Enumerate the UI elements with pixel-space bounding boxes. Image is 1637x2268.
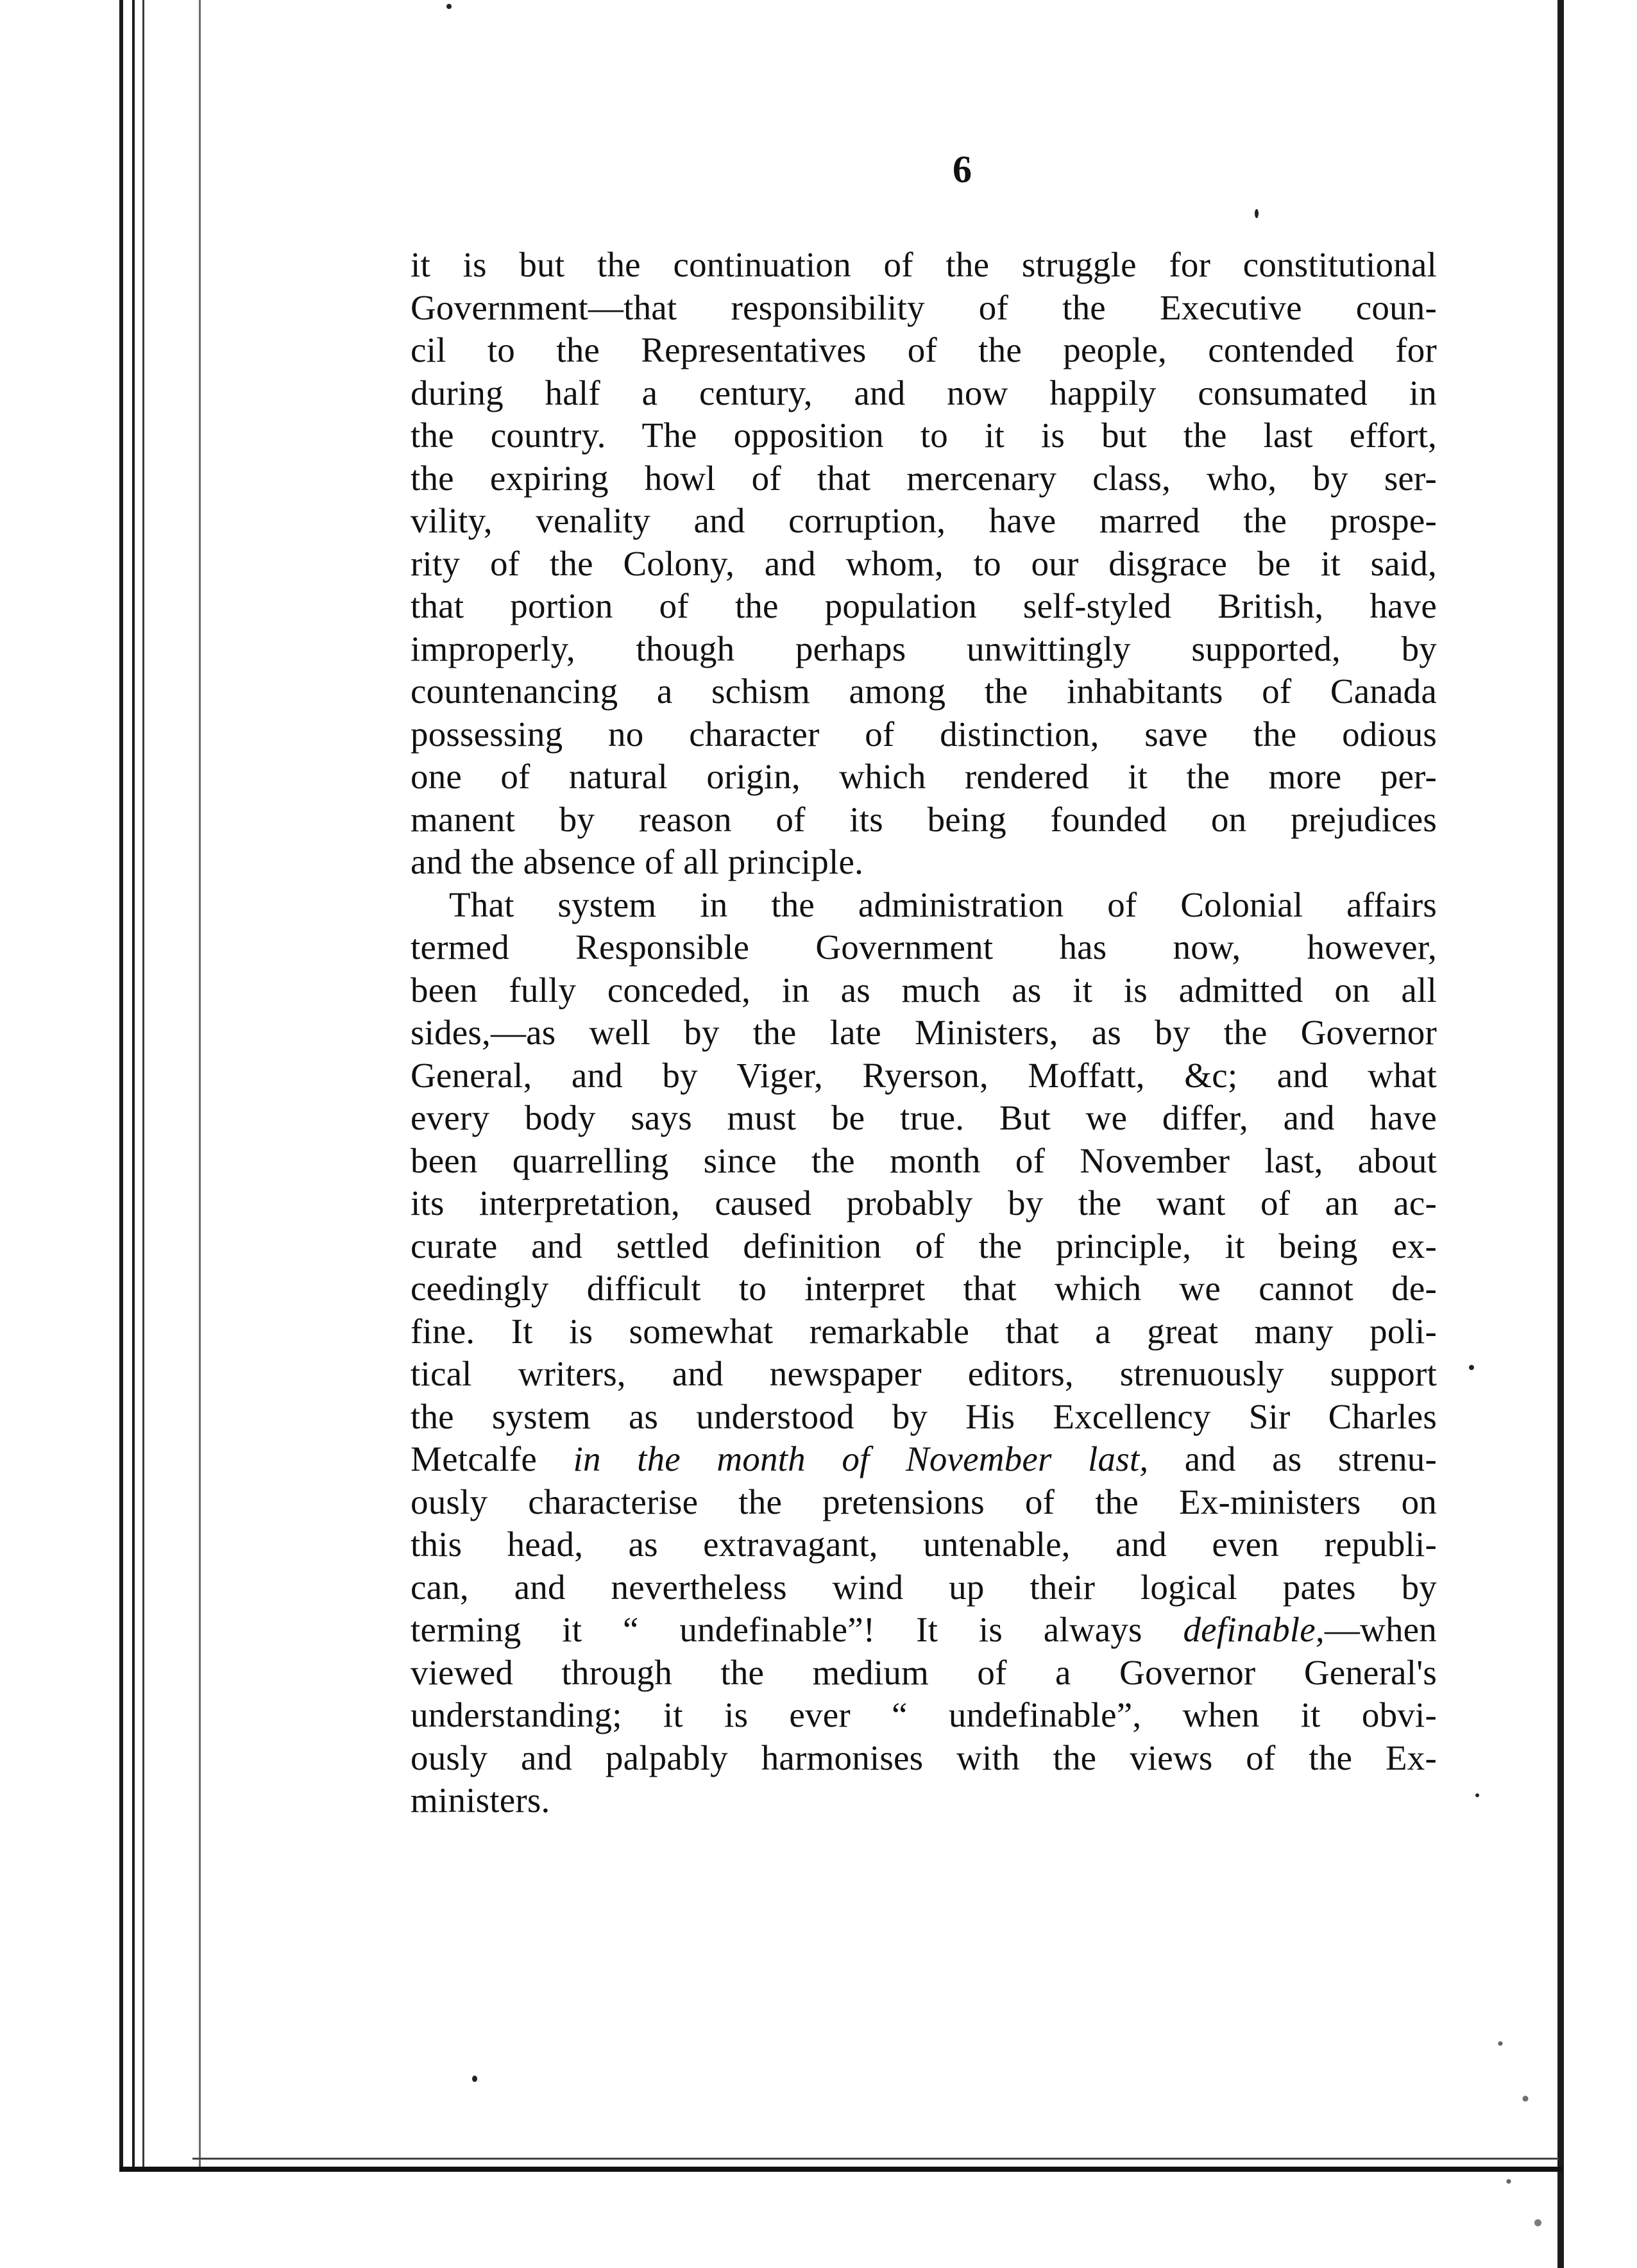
- text-line: ously characterise the pretensions of the Ex-ministers on: [411, 1482, 1437, 1521]
- binding-line: [119, 0, 123, 2168]
- speck: [1255, 209, 1259, 218]
- text-line: and the absence of all principle.: [411, 842, 864, 881]
- speck: [472, 2076, 477, 2082]
- italic-text-run: definable,: [1183, 1610, 1325, 1649]
- text-run: terming it “ undefinable”! It is always: [411, 1610, 1183, 1649]
- text-line: [411, 1609, 1437, 1652]
- text-line: viewed through the medium of a Governor General's: [411, 1652, 1437, 1692]
- text-line: possessing no character of distinction, save the odious: [411, 714, 1437, 754]
- text-line: ministers.: [411, 1781, 550, 1820]
- text-run: and as strenu-: [1148, 1439, 1437, 1478]
- text-line: can, and nevertheless wind up their logical pates by: [411, 1567, 1437, 1607]
- paragraph-1: [411, 244, 1437, 884]
- text-line: been fully conceded, in as much as it is admitted on all: [411, 970, 1437, 1010]
- text-line: countenancing a schism among the inhabitants of Canada: [411, 672, 1437, 711]
- text-line: manent by reason of its being founded on prejudices: [411, 799, 1437, 839]
- text-line: been quarrelling since the month of November last, about: [411, 1140, 1437, 1180]
- text-line: its interpretation, caused probably by the want of an ac-: [411, 1183, 1437, 1223]
- text-line: the system as understood by His Excellency Sir Charles: [411, 1396, 1437, 1436]
- text-line: cil to the Representatives of the people, contended for: [411, 330, 1437, 369]
- page-number: 6: [953, 148, 972, 190]
- text-line: That system in the administration of Colonial affairs: [449, 884, 1437, 924]
- bottom-edge-line: [119, 2167, 1563, 2172]
- text-line: the country. The opposition to it is but the last effort,: [411, 416, 1437, 455]
- text-line: it is but the continuation of the struggle for constitutional: [411, 245, 1437, 284]
- text-line: curate and settled definition of the principle, it being ex-: [411, 1226, 1437, 1265]
- text-line: [411, 1438, 1437, 1481]
- text-line: improperly, though perhaps unwittingly supported, by: [411, 629, 1437, 668]
- text-line: fine. It is somewhat remarkable that a great many poli-: [411, 1311, 1437, 1351]
- speck: [446, 4, 452, 9]
- text-line: General, and by Viger, Ryerson, Moffatt, &c; and what: [411, 1055, 1437, 1095]
- speck: [1469, 1365, 1474, 1370]
- text-line: termed Responsible Government has now, however,: [411, 927, 1437, 967]
- text-line: vility, venality and corruption, have marred the prospe-: [411, 501, 1437, 540]
- text-line: understanding; it is ever “ undefinable”, when it obvi-: [411, 1695, 1437, 1734]
- text-line: sides,—as well by the late Ministers, as by the Governor: [411, 1013, 1437, 1052]
- bottom-edge-line: [192, 2158, 1559, 2160]
- binding-line: [132, 0, 135, 2168]
- binding-line: [142, 0, 144, 2168]
- page-edge-line: [1557, 0, 1564, 2268]
- text-line: rity of the Colony, and whom, to our disgrace be it said,: [411, 543, 1437, 583]
- text-line: this head, as extravagant, untenable, and even republi-: [411, 1525, 1437, 1564]
- text-run: Metcalfe: [411, 1439, 573, 1478]
- paragraph-2: [411, 884, 1437, 1822]
- text-line: one of natural origin, which rendered it the more per-: [411, 757, 1437, 796]
- text-line: that portion of the population self-styled British, have: [411, 586, 1437, 625]
- text-line: ceedingly difficult to interpret that which we cannot de-: [411, 1269, 1437, 1308]
- text-line: every body says must be true. But we differ, and have: [411, 1098, 1437, 1137]
- speck: [1475, 1793, 1479, 1797]
- text-line: tical writers, and newspaper editors, strenuously support: [411, 1354, 1437, 1393]
- scan-noise: [1475, 1988, 1559, 2264]
- text-line: Government—that responsibility of the Executive coun-: [411, 287, 1437, 327]
- body-text: [411, 244, 1437, 1822]
- italic-text-run: in the month of November last,: [573, 1439, 1149, 1478]
- text-line: ously and palpably harmonises with the views of the Ex-: [411, 1738, 1437, 1777]
- text-line: the expiring howl of that mercenary class, who, by ser-: [411, 458, 1437, 498]
- binding-line: [199, 0, 201, 2168]
- text-line: during half a century, and now happily consumated in: [411, 373, 1437, 412]
- text-run: —when: [1324, 1610, 1437, 1649]
